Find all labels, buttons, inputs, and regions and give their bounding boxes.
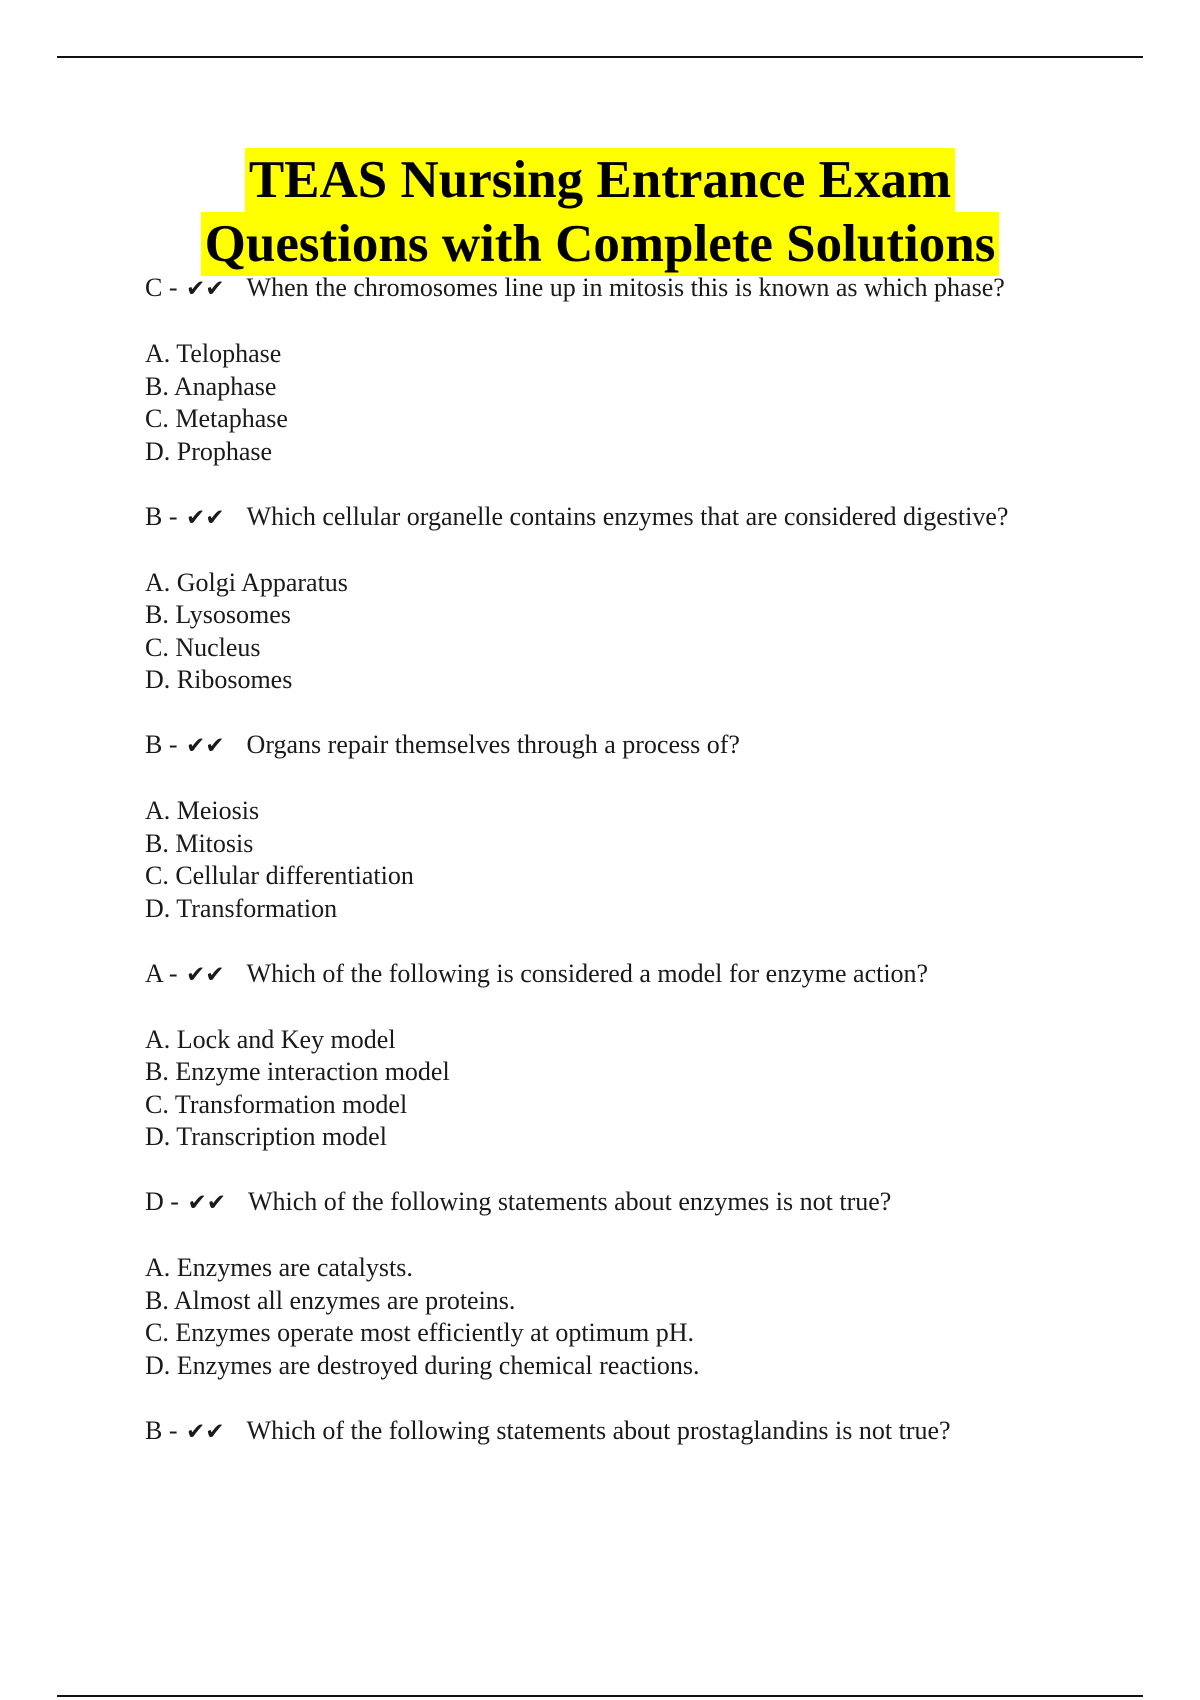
checkmark-icon: ✔✔ — [186, 1418, 225, 1445]
option-item: A. Golgi Apparatus — [145, 567, 348, 597]
answer-key: A - — [145, 958, 178, 988]
option-item: C. Nucleus — [145, 632, 261, 662]
checkmark-icon: ✔✔ — [187, 1190, 226, 1216]
option-item: A. Lock and Key model — [145, 1024, 396, 1054]
answer-key: B - — [145, 730, 178, 759]
option-item: C. Transformation model — [145, 1089, 408, 1119]
option-item: C. Cellular differentiation — [145, 861, 414, 890]
option-item: C. Metaphase — [145, 404, 288, 433]
answer-key: D - — [145, 1187, 179, 1216]
option-item: B. Enzyme interaction model — [145, 1057, 450, 1086]
title-line-1: TEAS Nursing Entrance Exam — [245, 148, 955, 212]
option-list — [145, 1024, 1145, 1154]
option-list — [145, 567, 1145, 697]
option-list — [145, 795, 1145, 925]
checkmark-icon: ✔✔ — [186, 276, 225, 302]
title-line-2: Questions with Complete Solutions — [201, 212, 1000, 276]
footer-rule — [57, 1695, 1143, 1697]
option-item: B. Almost all enzymes are proteins. — [145, 1285, 516, 1315]
question — [145, 958, 1145, 992]
option-list — [145, 1252, 1145, 1382]
option-item: A. Telophase — [145, 339, 282, 368]
option-list — [145, 338, 1145, 468]
answer-key: B - — [145, 1415, 178, 1445]
option-item: D. Ribosomes — [145, 665, 293, 694]
question — [145, 501, 1145, 535]
question — [145, 1415, 1145, 1449]
answer-key: B - — [145, 501, 178, 531]
option-item: C. Enzymes operate most efficiently at optimum pH. — [145, 1318, 695, 1347]
option-item: D. Prophase — [145, 436, 273, 466]
question-text: When the chromosomes line up in mitosis this is known as which phase? — [246, 273, 1005, 302]
checkmark-icon: ✔✔ — [186, 504, 225, 531]
question — [145, 729, 1145, 763]
option-item: B. Lysosomes — [145, 600, 291, 629]
checkmark-icon: ✔✔ — [186, 961, 225, 988]
option-item: D. Transcription model — [145, 1122, 387, 1151]
option-item: D. Enzymes are destroyed during chemical reactions. — [145, 1350, 700, 1380]
question-text: Which of the following statements about prostaglandins is not true? — [246, 1415, 951, 1445]
option-item: D. Transformation — [145, 893, 338, 923]
question-text: Which cellular organelle contains enzymes that are considered digestive? — [246, 501, 1009, 531]
checkmark-icon: ✔✔ — [186, 733, 225, 759]
option-item: B. Mitosis — [145, 828, 254, 858]
question-list — [145, 272, 1145, 1481]
option-item: B. Anaphase — [145, 371, 277, 401]
question — [145, 272, 1145, 306]
option-item: A. Meiosis — [145, 796, 260, 825]
question-text: Which of the following is considered a model for enzyme action? — [246, 958, 929, 988]
header-rule — [57, 56, 1143, 58]
answer-key: C - — [145, 273, 178, 302]
question-text: Organs repair themselves through a process of? — [246, 730, 740, 759]
question-text: Which of the following statements about enzymes is not true? — [247, 1187, 892, 1216]
option-item: A. Enzymes are catalysts. — [145, 1253, 413, 1282]
question — [145, 1186, 1145, 1220]
document-title — [0, 148, 1200, 276]
